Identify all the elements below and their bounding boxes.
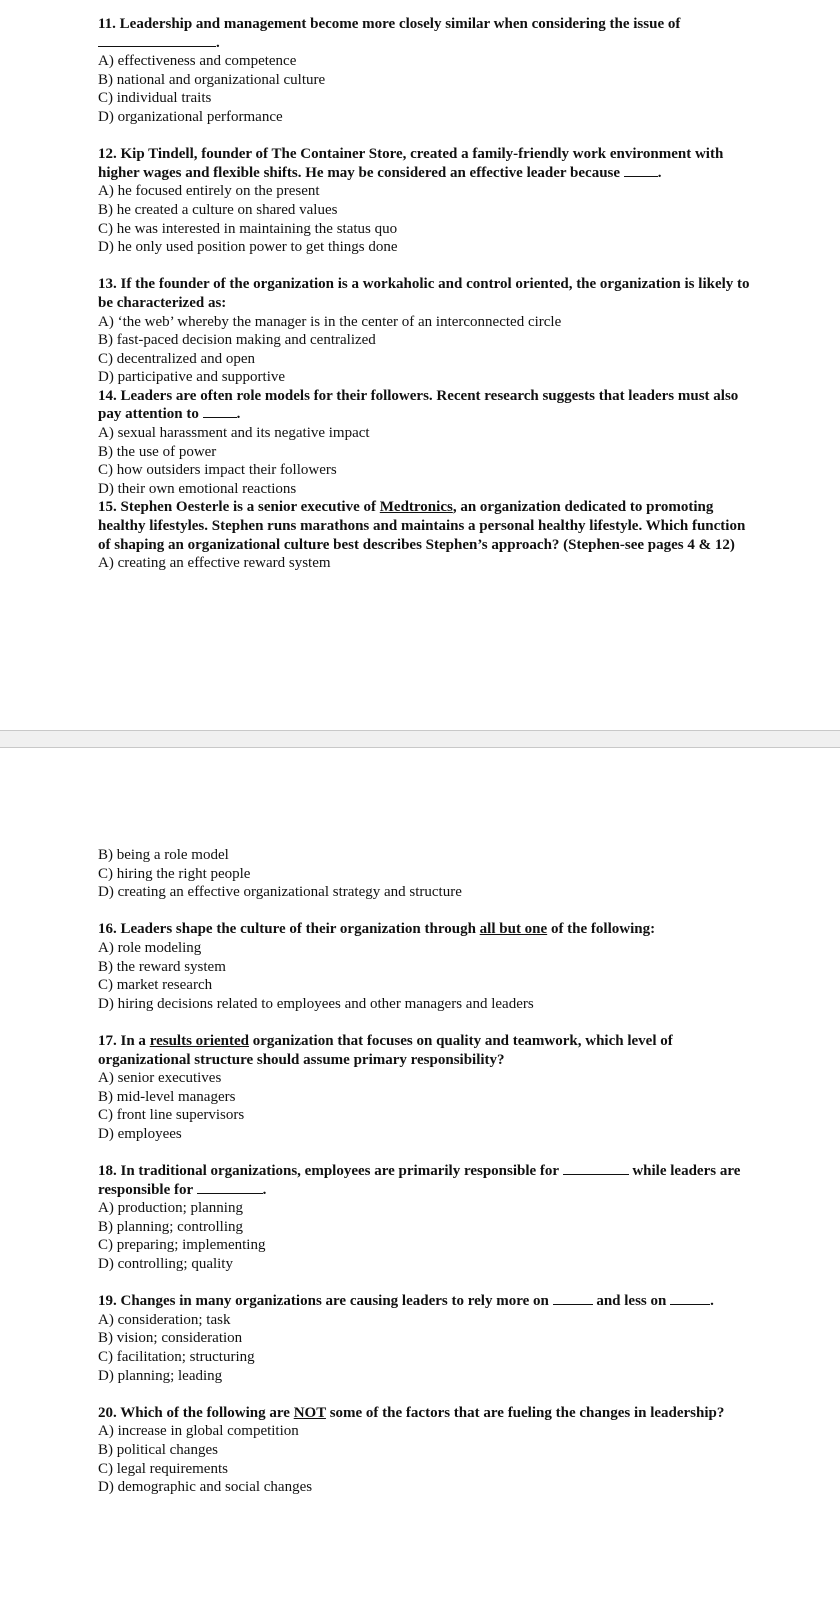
option: B) political changes — [98, 1442, 218, 1458]
question-15 — [98, 498, 758, 572]
page-2-content — [98, 846, 758, 1497]
stem-text: 19. Changes in many organizations are causing leaders to rely more on — [98, 1293, 549, 1310]
question-14 — [98, 387, 758, 499]
stem-text: 20. Which of the following are — [98, 1404, 290, 1421]
underlined-text: all but one — [479, 921, 548, 938]
stem-text: 17. In a — [98, 1032, 146, 1049]
option: C) decentralized and open — [98, 350, 256, 367]
stem-text: 18. In traditional organizations, employees are primarily responsible for — [98, 1163, 559, 1180]
question-stem: 18. In traditional organizations, employees are primarily responsible for while leaders are responsible for . — [98, 1163, 741, 1198]
underlined-text: NOT — [293, 1404, 326, 1421]
question-stem — [98, 1404, 758, 1423]
document-page-2 — [0, 748, 840, 1600]
option: A) sexual harassment and its negative impact — [98, 425, 370, 442]
stem-text: 14. Leaders are often role models for their followers. Recent research suggests that leaders must also pay attention to — [98, 387, 739, 423]
answer-blank — [203, 405, 237, 418]
option: B) the use of power — [98, 443, 217, 460]
option: B) national and organizational culture — [98, 71, 326, 88]
option: C) he was interested in maintaining the status quo — [98, 220, 398, 237]
answer-blank — [670, 1292, 710, 1305]
option: D) participative and supportive — [98, 369, 286, 386]
question-13 — [98, 275, 758, 387]
question-stem — [98, 920, 758, 939]
page-1-content — [98, 15, 758, 573]
stem-text: 16. Leaders shape the culture of their organization through — [98, 921, 476, 938]
spacer — [98, 1013, 758, 1032]
option: B) he created a culture on shared values — [98, 201, 338, 218]
option: D) he only used position power to get things done — [98, 239, 398, 256]
question-stem — [98, 498, 758, 554]
option: D) demographic and social changes — [98, 1479, 313, 1496]
question-19 — [98, 1292, 758, 1385]
question-16 — [98, 920, 758, 1013]
stem-text: 12. Kip Tindell, founder of The Container Store, created a family-friendly work environment with higher wages and flexible shifts. He may be considered an effective leader because — [98, 146, 724, 181]
option: C) preparing; implementing — [98, 1237, 266, 1254]
option: A) effectiveness and competence — [98, 53, 297, 70]
answer-blank — [563, 1162, 629, 1175]
question-15-continued — [98, 846, 758, 902]
option: B) being a role model — [98, 847, 229, 863]
option: A) production; planning — [98, 1200, 243, 1217]
option: B) fast-paced decision making and centralized — [98, 332, 376, 349]
stem-text: leaders are responsible for — [98, 1163, 741, 1198]
question-stem: 19. Changes in many organizations are causing leaders to rely more on and less on . — [98, 1293, 714, 1310]
option: C) market research — [98, 977, 213, 994]
question-stem: 12. Kip Tindell, founder of The Container Store, created a family-friendly work environment with higher wages and flexible shifts. He may be considered an effective leader because . — [98, 146, 724, 181]
page-break — [0, 730, 840, 748]
question-20 — [98, 1404, 758, 1497]
option: A) creating an effective reward system — [98, 555, 331, 572]
option: B) planning; controlling — [98, 1218, 243, 1235]
spacer — [98, 1274, 758, 1293]
stem-text: organization that focuses on quality and teamwork, which level of organizational structure should assume primary responsibility? — [98, 1032, 673, 1068]
question-stem — [98, 1032, 758, 1069]
stem-text: some of the factors that are fueling the changes in leadership? — [329, 1404, 725, 1421]
question-stem: 13. If the founder of the organization is a workaholic and control oriented, the organization is likely to be characterized as: — [98, 276, 750, 311]
answer-blank — [553, 1292, 593, 1305]
option: C) hiring the right people — [98, 865, 251, 882]
stem-text: while — [632, 1163, 667, 1180]
option: D) creating an effective organizational strategy and structure — [98, 884, 462, 901]
stem-text: 15. Stephen Oesterle is a senior executive of — [98, 499, 377, 516]
question-12 — [98, 145, 758, 257]
spacer — [98, 257, 758, 276]
spacer — [98, 1144, 758, 1163]
option: A) role modeling — [98, 939, 202, 956]
option: C) individual traits — [98, 90, 212, 107]
underlined-text: results oriented — [149, 1032, 249, 1049]
stem-text: of the following: — [550, 921, 656, 938]
option: C) legal requirements — [98, 1460, 228, 1477]
answer-blank — [624, 164, 658, 177]
option: A) he focused entirely on the present — [98, 183, 320, 200]
question-18 — [98, 1162, 758, 1274]
spacer — [98, 127, 758, 146]
option: C) how outsiders impact their followers — [98, 462, 337, 479]
question-17 — [98, 1032, 758, 1144]
option: D) hiring decisions related to employees and other managers and leaders — [98, 995, 534, 1012]
option: B) vision; consideration — [98, 1330, 243, 1347]
stem-text: and less on — [596, 1293, 667, 1310]
option: D) their own emotional reactions — [98, 480, 297, 497]
question-11 — [98, 15, 758, 127]
medtronics-link[interactable]: Medtronics — [379, 499, 453, 516]
option: D) planning; leading — [98, 1367, 223, 1384]
option: A) consideration; task — [98, 1311, 231, 1328]
option: A) senior executives — [98, 1070, 222, 1087]
document-page-1 — [0, 0, 840, 730]
spacer — [98, 902, 758, 921]
option: C) front line supervisors — [98, 1107, 245, 1124]
option: B) mid-level managers — [98, 1088, 236, 1105]
option: A) ‘the web’ whereby the manager is in the center of an interconnected circle — [98, 313, 562, 330]
question-stem: 11. Leadership and management become more closely similar when considering the issue of . — [98, 16, 681, 51]
option: D) organizational performance — [98, 108, 283, 125]
option: B) the reward system — [98, 958, 226, 975]
spacer — [98, 1385, 758, 1404]
stem-text: 11. Leadership and management become more closely similar when considering the issue of — [98, 16, 681, 32]
answer-blank — [197, 1181, 263, 1194]
option: C) facilitation; structuring — [98, 1349, 255, 1366]
option: A) increase in global competition — [98, 1423, 299, 1440]
stem-text: , an organization dedicated to promoting healthy lifestyles. Stephen runs marathons and maintains a personal healthy lifestyle. Which function of shaping an organizational culture best describes Stephen’s approach? (Stephen-see pages 4 & 12) — [98, 499, 746, 553]
answer-blank — [98, 34, 216, 47]
option: D) employees — [98, 1125, 182, 1142]
question-stem: 14. Leaders are often role models for their followers. Recent research suggests that leaders must also pay attention to . — [98, 387, 739, 423]
option: D) controlling; quality — [98, 1256, 233, 1273]
